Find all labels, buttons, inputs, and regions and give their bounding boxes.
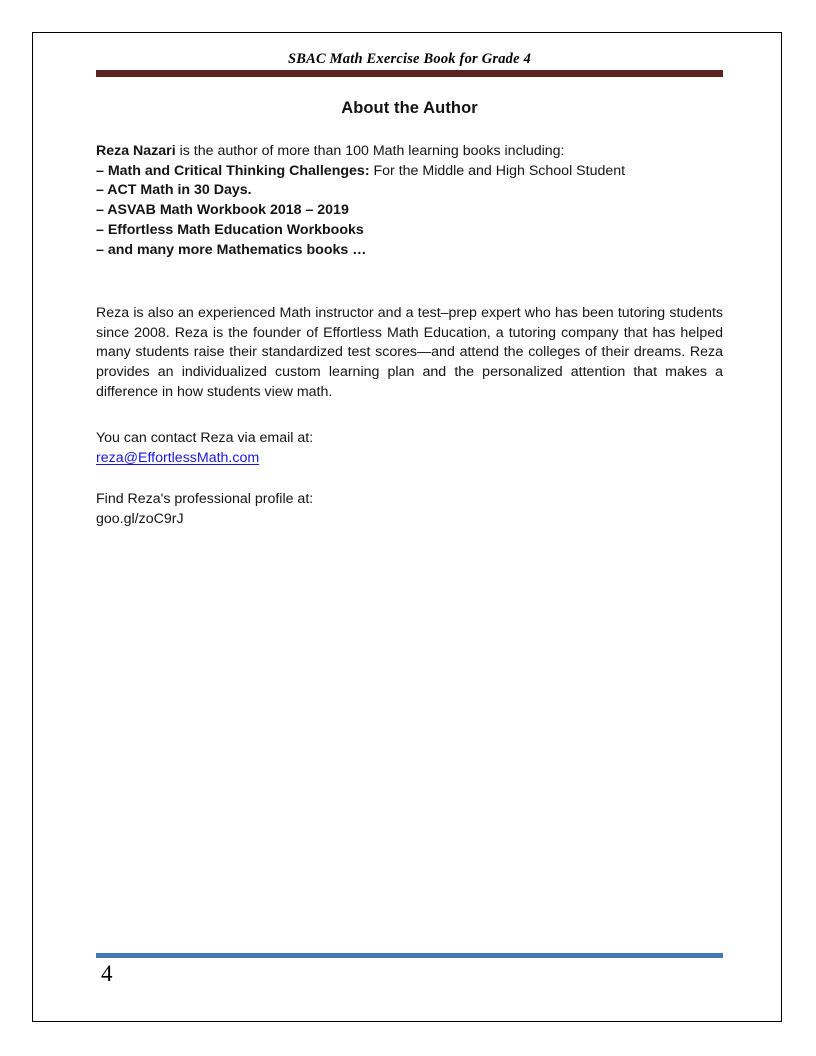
author-name: Reza Nazari: [96, 143, 176, 159]
list-item: [96, 201, 723, 221]
running-head-title: SBAC Math Exercise Book for Grade 4: [287, 51, 532, 67]
list-item: [96, 241, 723, 261]
page-title: About the Author: [341, 99, 478, 117]
book-title: – ASVAB Math Workbook 2018 – 2019: [96, 202, 349, 219]
page-number: 4: [101, 961, 113, 986]
biography-paragraph: Reza is also an experienced Math instructor and a test–prep expert who has been tutoring students since 2008. Reza is the founder of Effortless Math Education, a tutoring company that has helped many students raise their standardized test scores—and attend the colleges of their dreams. Reza provides an individualized custom learning plan and the personalized attention that makes a difference in how students view math.: [96, 305, 723, 400]
profile-url: goo.gl/zoC9rJ: [96, 511, 184, 528]
header-divider-rule: [96, 70, 723, 77]
author-intro-rest: is the author of more than 100 Math learning books including:: [175, 143, 565, 159]
email-link[interactable]: reza@EffortlessMath.com: [96, 450, 260, 467]
profile-label: Find Reza's professional profile at:: [96, 491, 314, 508]
email-contact-block: [96, 428, 723, 468]
page-content: [96, 91, 723, 529]
list-item: [96, 181, 723, 201]
book-title: – Effortless Math Education Workbooks: [96, 221, 364, 238]
footer-divider-rule: [96, 953, 723, 958]
book-title: – ACT Math in 30 Days.: [96, 182, 252, 199]
document-page: [32, 32, 782, 1022]
book-title: – and many more Mathematics books …: [96, 241, 367, 258]
list-item: [96, 221, 723, 241]
list-item: [96, 162, 723, 182]
book-subtitle: For the Middle and High School Student: [369, 162, 626, 179]
book-list: [96, 142, 723, 260]
email-contact-label: You can contact Reza via email at:: [96, 430, 314, 447]
profile-contact-block: [96, 489, 723, 529]
book-title: – Math and Critical Thinking Challenges:: [96, 162, 370, 179]
author-intro-line: [96, 142, 723, 162]
